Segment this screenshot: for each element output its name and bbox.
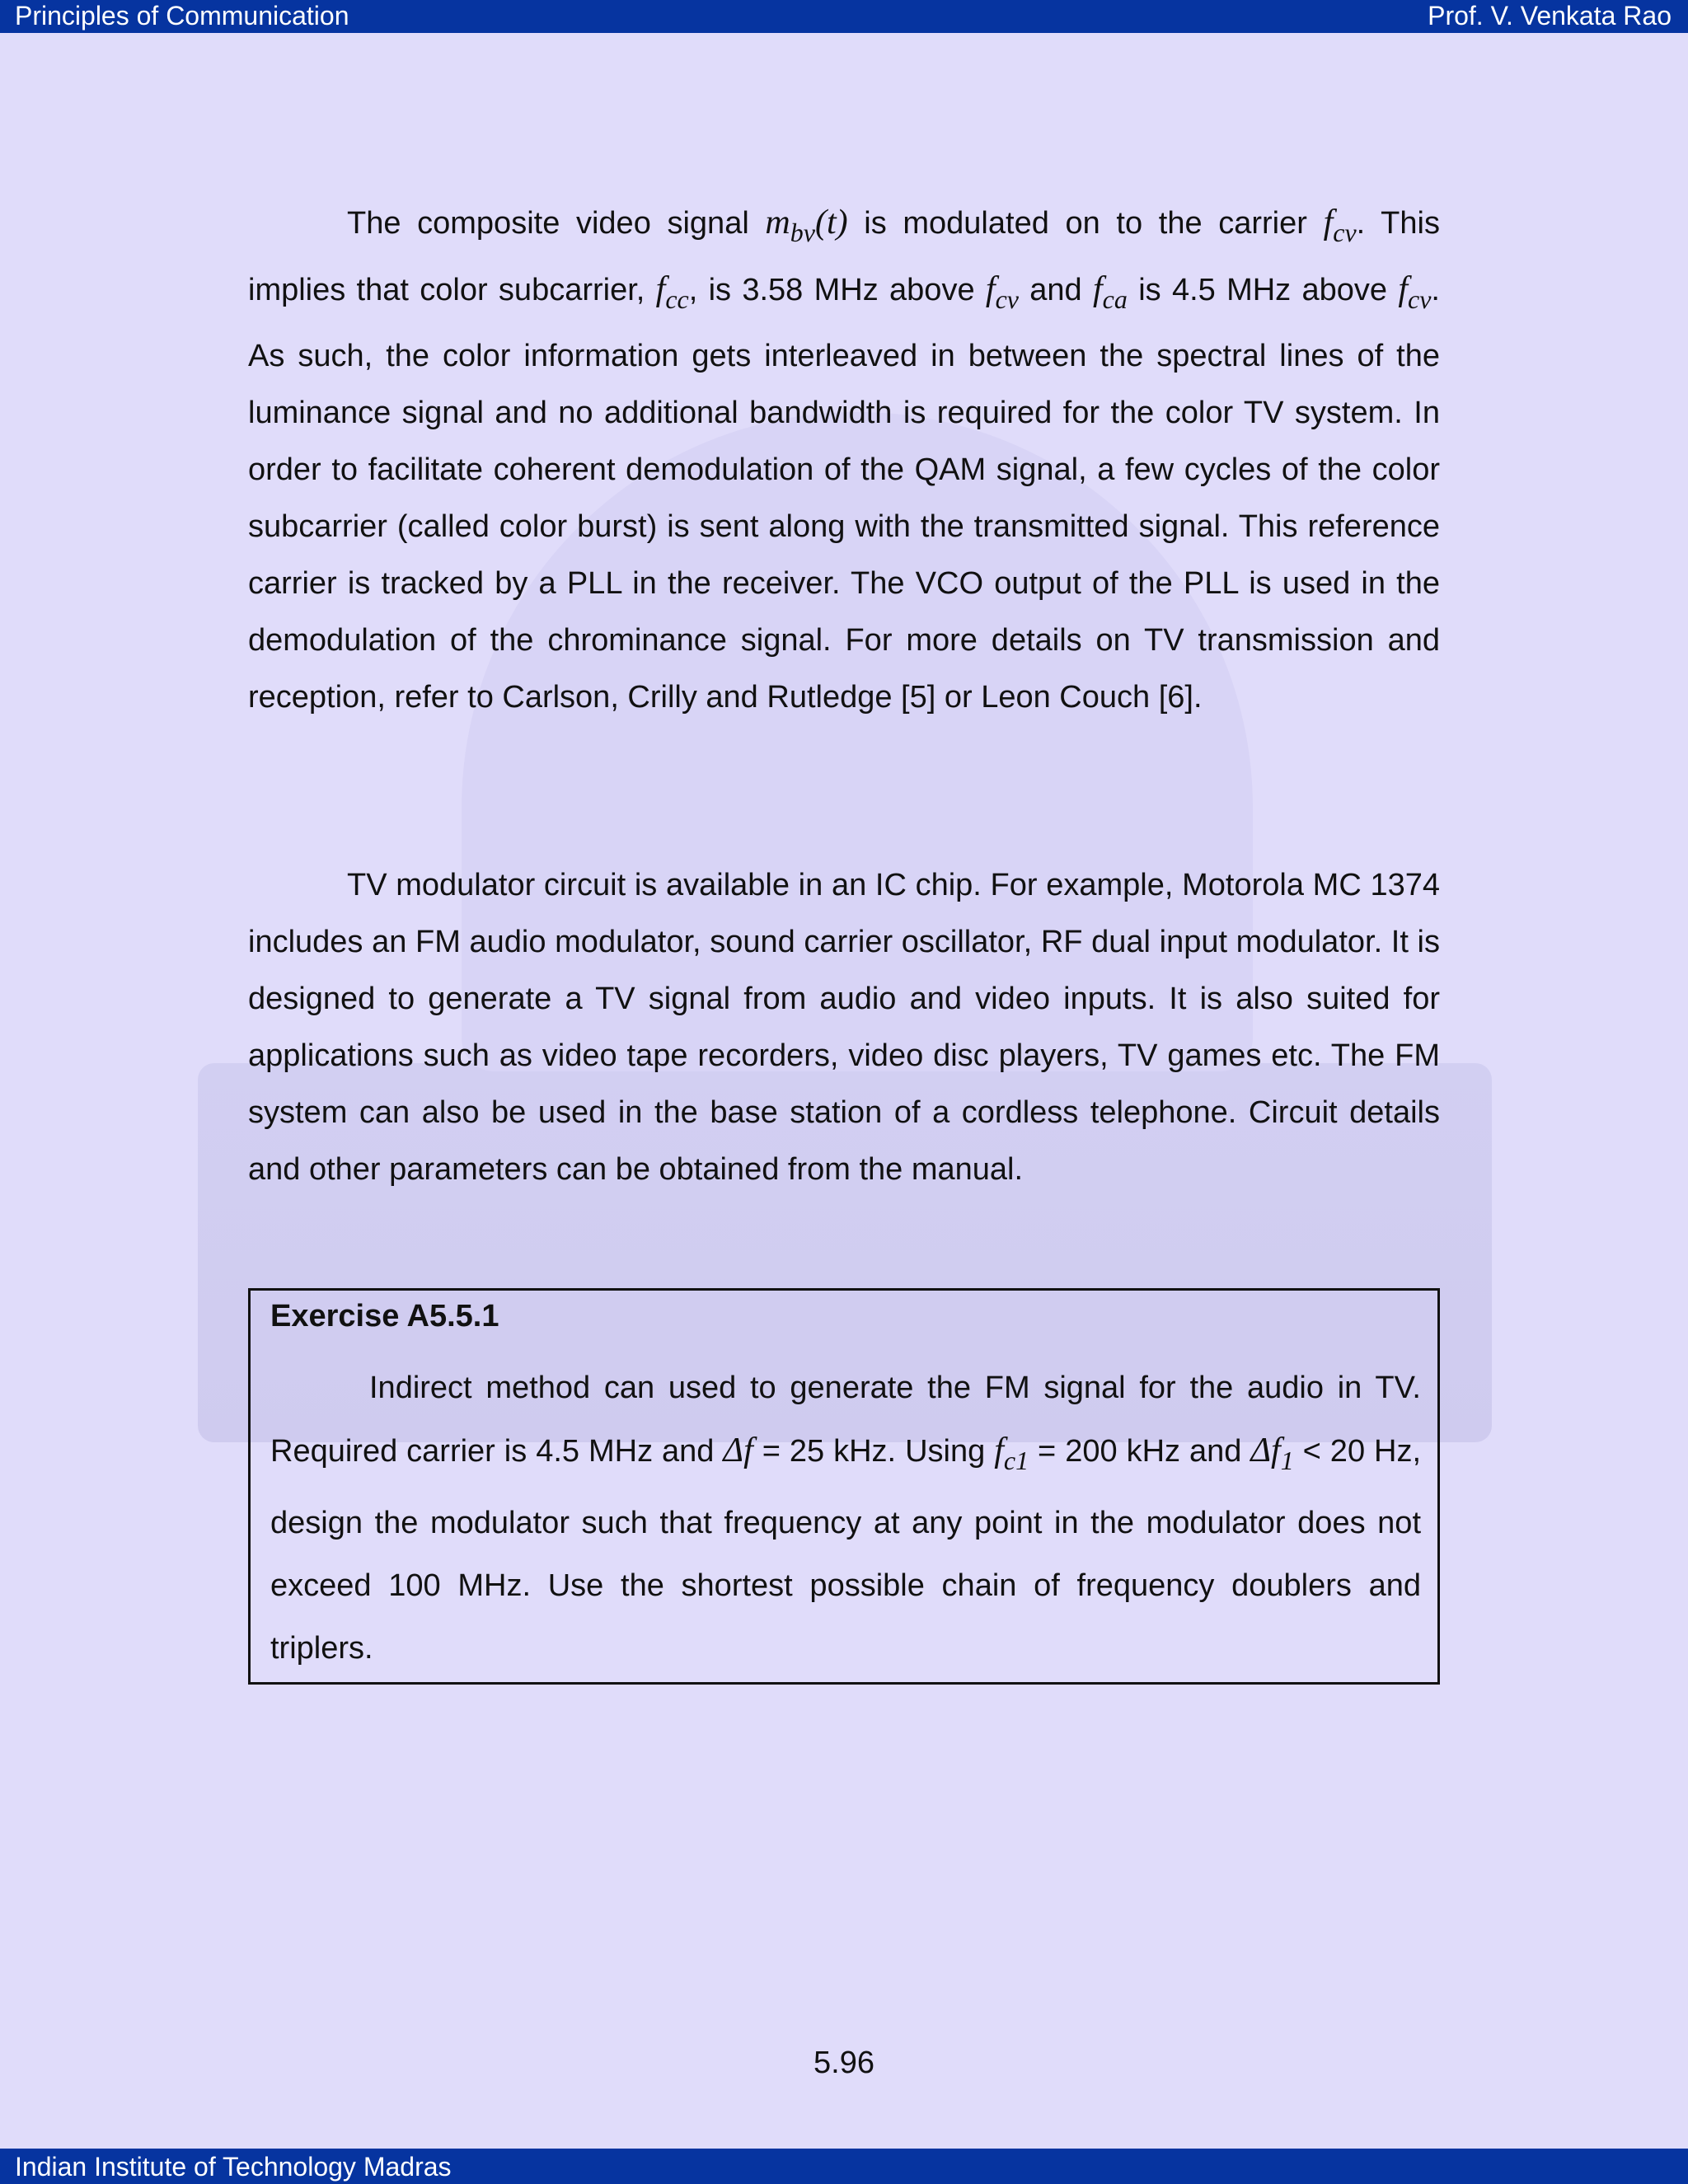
text-segment: The composite video signal xyxy=(347,206,749,241)
math-f-cv: $f_{cv}$ xyxy=(1398,270,1432,314)
page-header xyxy=(0,0,1688,33)
page-footer xyxy=(0,2149,1688,2184)
math-m-bv: $m_{bv}(t)$ xyxy=(765,204,848,247)
text-segment: = 25 xyxy=(762,1434,825,1469)
paragraph-tv-modulator xyxy=(248,857,1440,1198)
paragraph-video-signal xyxy=(248,194,1440,726)
math-f-cc: $f_{cc}$ xyxy=(655,270,689,314)
exercise-title: Exercise A5.5.1 xyxy=(270,1299,499,1333)
exercise-body xyxy=(270,1357,1421,1680)
text-segment: . As such, the color information gets interleaved in between the spectral lines of the luminance signal and no additional bandwidth is required for the color TV system. In order to facilitate coherent demodulation of the QAM signal, a few cycles of the color subcarrier (called color burst) is sent along with the transmitted signal. This reference carrier is tracked by a PLL in the receiver. The VCO output of the PLL is used in the demodulation of the chrominance signal. For more details on TV transmission and reception, refer to Carlson, Crilly and Rutledge [5] or Leon Couch [6]. xyxy=(248,273,1440,715)
math-f-cv: $f_{cv}$ xyxy=(1323,204,1357,247)
text-segment: < 20 xyxy=(1302,1434,1366,1469)
math-f-cv: $f_{cv}$ xyxy=(985,270,1019,314)
header-author: Prof. V. Venkata Rao xyxy=(1428,1,1672,30)
text-segment: is modulated on to the carrier xyxy=(864,206,1307,241)
text-segment: is 4.5 MHz above xyxy=(1138,273,1388,307)
header-course-title: Principles of Communication xyxy=(15,1,349,30)
text-segment: Indirect method can used to generate the FM signal for the audio in TV. Required carrier is 4.5 MHz and xyxy=(270,1371,1421,1469)
math-delta-f: Δf xyxy=(723,1432,753,1469)
paragraph-text: TV modulator circuit is available in an IC chip. For example, Motorola MC 1374 includes an FM audio modulator, sound carrier oscillator, RF dual input modulator. It is designed to generate a TV signal from audio and video inputs. It is also suited for applications such as video tape recorders, video disc players, TV games etc. The FM system can also be used in the base station of a cordless telephone. Circuit details and other parameters can be obtained from the manual. xyxy=(248,868,1440,1187)
text-segment: kHz. Using xyxy=(833,1434,986,1469)
exercise-box xyxy=(248,1288,1440,1685)
math-delta-f1: $\Delta f_1$ xyxy=(1250,1432,1294,1475)
text-segment: and xyxy=(1029,273,1082,307)
math-f-ca: $f_{ca}$ xyxy=(1093,270,1128,314)
math-f-c1: $f_{c1}$ xyxy=(994,1432,1029,1475)
text-segment: , is 3.58 MHz above xyxy=(688,273,975,307)
text-segment: kHz and xyxy=(1126,1434,1242,1469)
page-number: 5.96 xyxy=(814,2046,874,2080)
text-segment: Hz, design the modulator such that frequency at any point in the modulator does not exceed 100 MHz. Use the shortest possible chain of frequency doublers and triplers. xyxy=(270,1434,1422,1666)
text-segment: . This implies that color subcarrier, xyxy=(248,206,1440,307)
text-segment: = 200 xyxy=(1038,1434,1118,1469)
footer-institution: Indian Institute of Technology Madras xyxy=(15,2152,452,2182)
